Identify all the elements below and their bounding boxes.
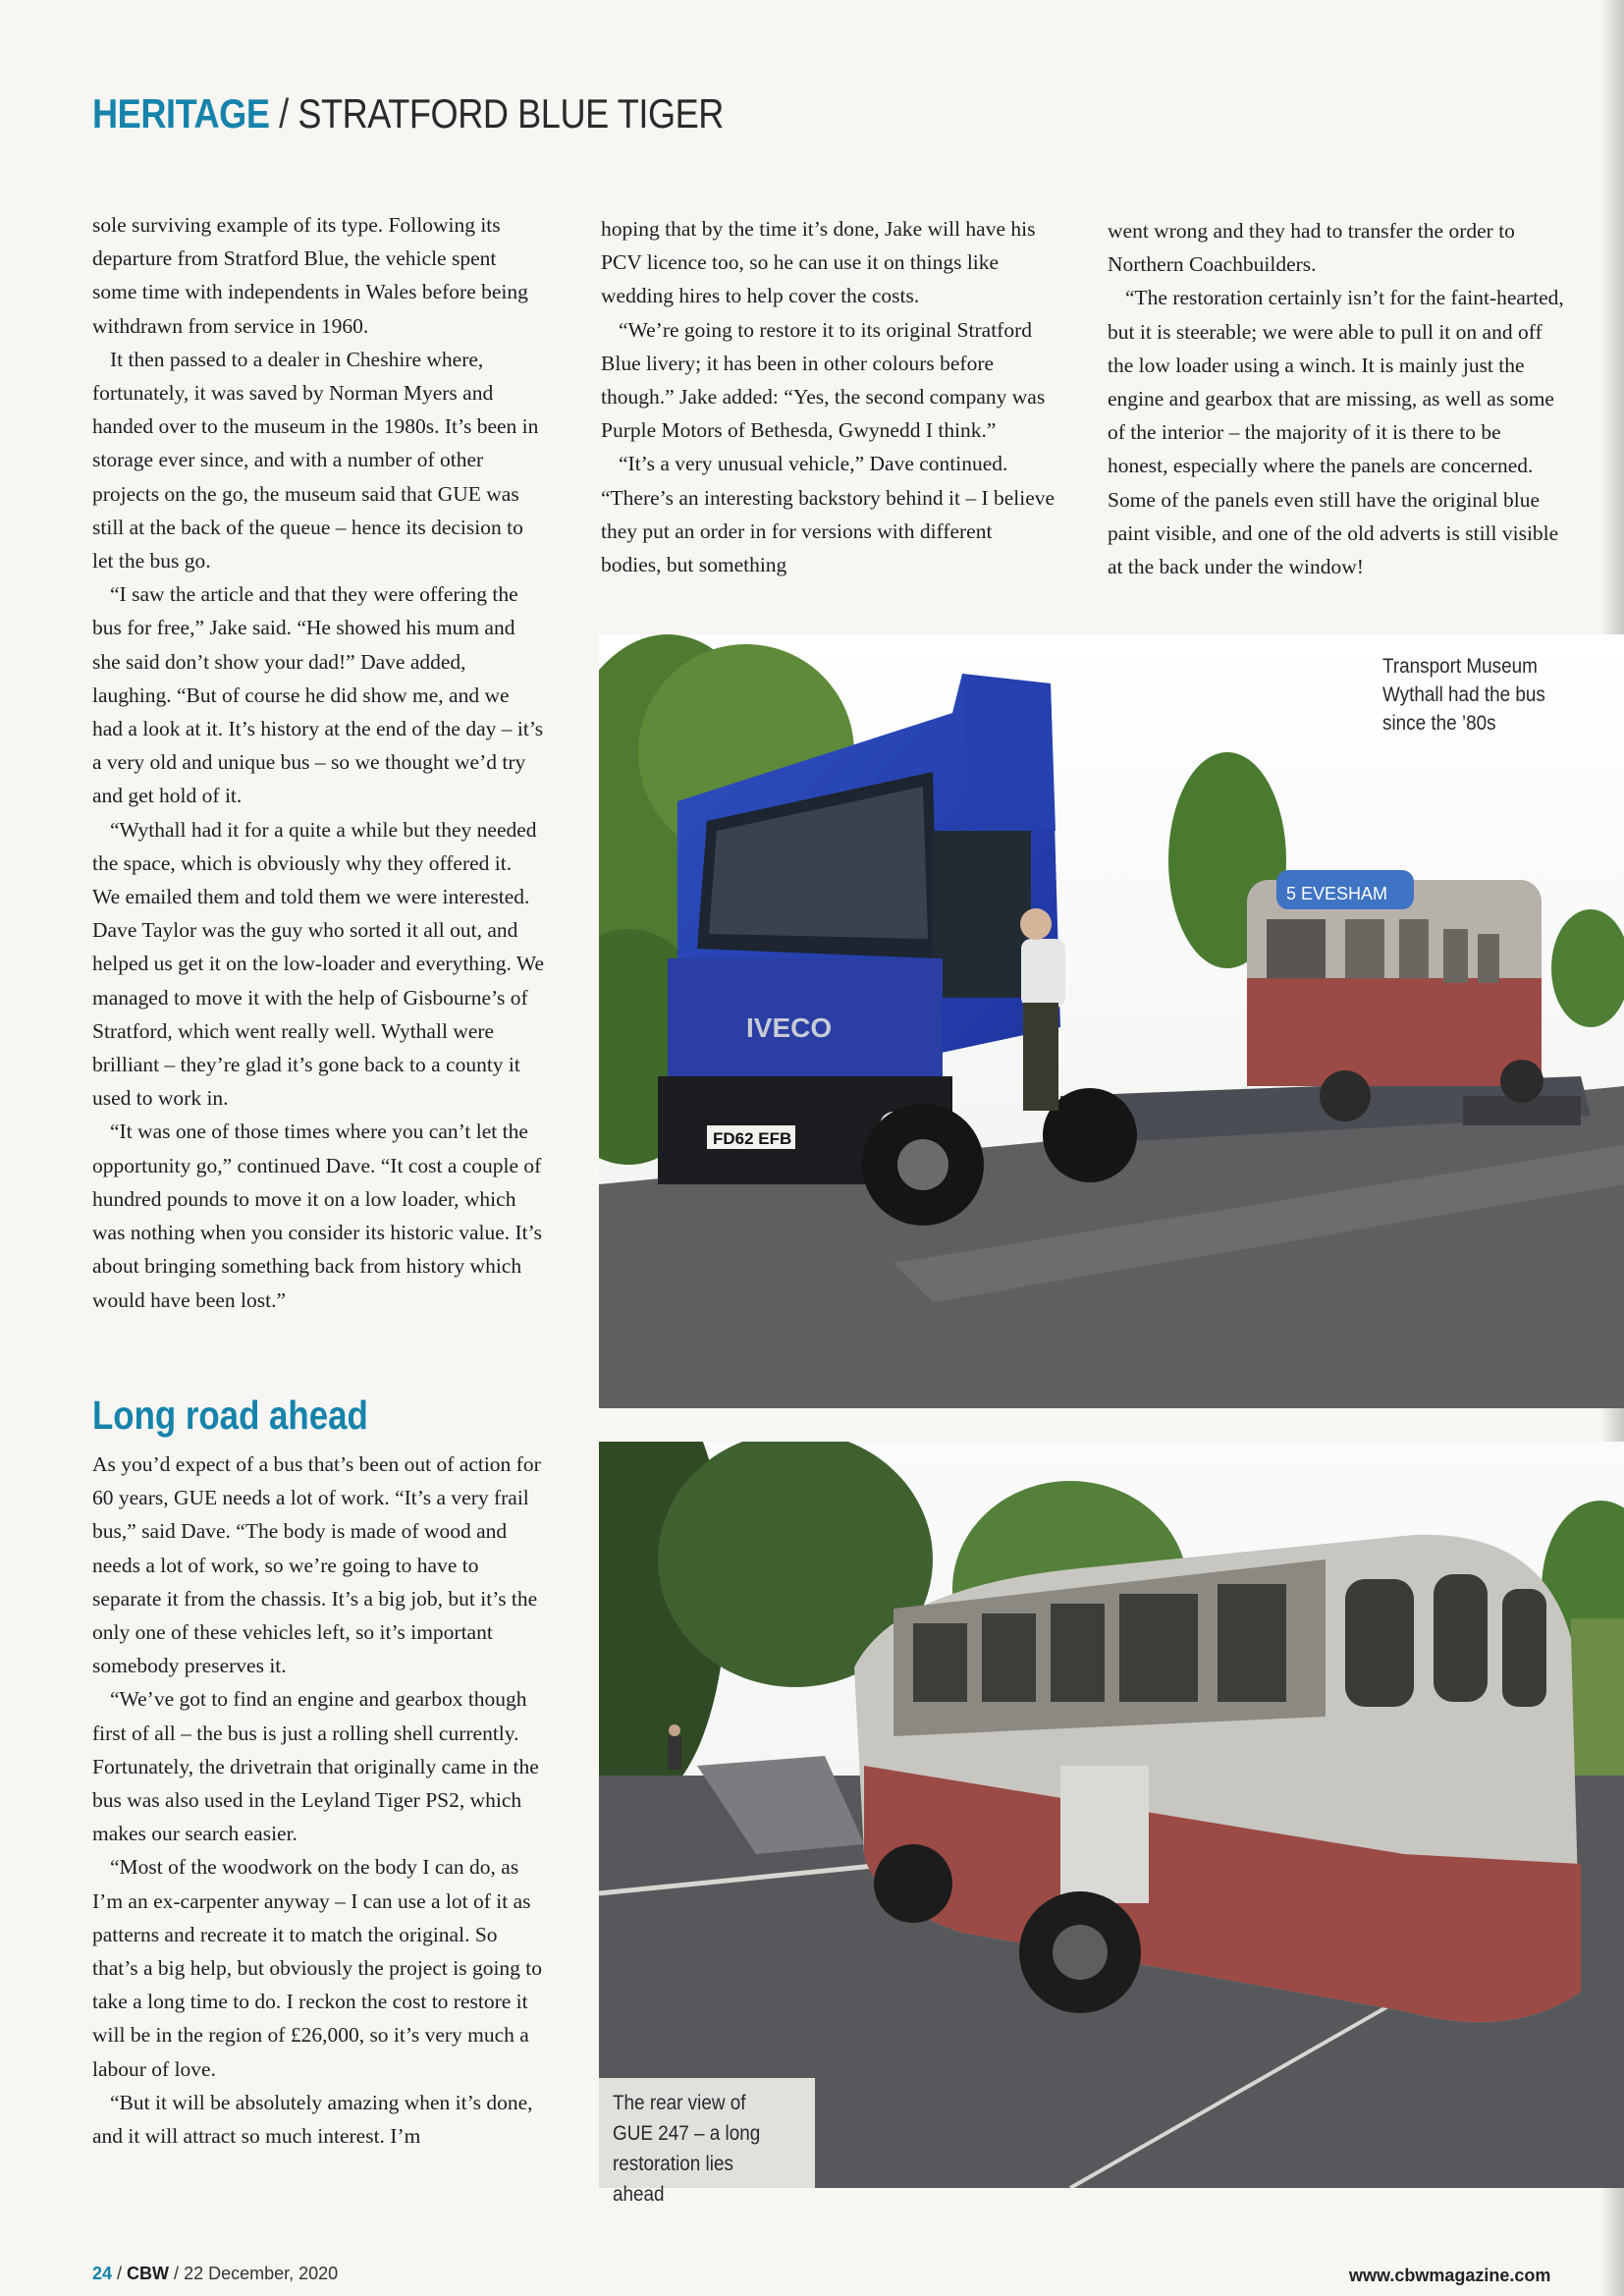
footer-separator: / [169,2264,185,2283]
paragraph: “We’ve got to find an engine and gearbox though first of all – the bus is just a rolling shell currently. Fortunately, the drivetrain that originally came in the bus was also used in the Leyland Tiger PS2, which makes our search easier. [92,1687,539,1846]
paragraph: As you’d expect of a bus that’s been out of action for 60 years, GUE needs a lot of work. “It’s a very frail bus,” said Dave. “The body is made of wood and needs a lot of work, so we’re going to have to separate it from the chassis. It’s a big job, but it’s the only one of these vehicles left, so it’s important somebody preserves it. [92,1452,541,1678]
article-column-1-continued [92,1448,544,2153]
subheading: Long road ahead [92,1393,368,1438]
photo-bus-rear-view [599,1442,1624,2188]
paragraph: sole surviving example of its type. Following its departure from Stratford Blue, the vehicle spent some time with independents in Wales before being withdrawn from service in 1960. [92,213,528,338]
article-column-2 [601,212,1057,581]
truck-brand-text: IVECO [746,1012,833,1043]
paragraph: hoping that by the time it’s done, Jake will have his PCV licence too, so he can use it on things like wedding hires to help cover the costs. [601,217,1036,308]
article-topic: STRATFORD BLUE TIGER [298,90,724,137]
photo2-caption: The rear view of GUE 247 – a long restoration lies ahead [613,2092,761,2206]
magazine-name: CBW [127,2264,170,2283]
paragraph: went wrong and they had to transfer the order to Northern Coachbuilders. [1108,219,1515,277]
section-label: HERITAGE [92,90,270,137]
photo-truck-low-loader [599,634,1624,1408]
page-footer [92,2264,338,2284]
article-column-3 [1108,214,1564,583]
paragraph: “It’s a very unusual vehicle,” Dave continued. “There’s an interesting backstory behind it – I believe they put an order in for versions with different bodies, but something [601,452,1056,577]
article-column-1 [92,208,544,1317]
truck-plate-text: FD62 EFB [713,1129,792,1148]
header-separator: / [269,90,298,137]
website-url: www.cbwmagazine.com [1349,2266,1551,2285]
photo1-caption: Transport Museum Wythall had the bus since the ’80s [1382,655,1545,735]
paragraph: “The restoration certainly isn’t for the faint-hearted, but it is steerable; we were able to pull it on and off the low loader using a winch. It is mainly just the engine and gearbox that are missing, as well as some of the interior – the majority of it is there to be honest, especially where the panels are concerned. Some of the panels even still have the original blue paint visible, and one of the old adverts is still visible at the back under the window! [1108,286,1564,579]
page-header [92,90,724,137]
issue-date: 22 December, 2020 [184,2264,339,2283]
paragraph: It then passed to a dealer in Cheshire where, fortunately, it was saved by Norman Myers and handed over to the museum in the 1980s. It’s been in storage ever since, and with a number of other projects on the go, the museum said that GUE was still at the back of the queue – hence its decision to let the bus go. [92,347,539,574]
paragraph: “We’re going to restore it to its original Stratford Blue livery; it has been in other colours before though.” Jake added: “Yes, the second company was Purple Motors of Bethesda, Gwynedd I think.” [601,317,1046,443]
page-number: 24 [92,2264,113,2283]
paragraph: “Wythall had it for a quite a while but they needed the space, which is obviously why they offered it. We emailed them and told them we were interested. Dave Taylor was the guy who sorted it all out, and helped us get it on the low-loader and everything. We managed to move it with the help of Gisbourne’s of Stratford, which went really well. Wythall were brilliant – they’re glad it’s gone back to a county it used to work in. [92,817,544,1111]
paragraph: “But it will be absolutely amazing when it’s done, and it will attract so much interest. I’m [92,2090,533,2149]
paragraph: “It was one of those times where you can’t let the opportunity go,” continued Dave. “It cost a couple of hundred pounds to move it on a low loader, which was nothing when you consider its historic value. It’s about bringing something back from history which would have been lost.” [92,1120,542,1312]
paragraph: “I saw the article and that they were offering the bus for free,” Jake said. “He showed his mum and she said don’t show your dad!” Dave added, laughing. “But of course he did show me, and we had a look at it. It’s history at the end of the day – it’s a very old and unique bus – so we thought we’d try and get hold of it. [92,582,544,808]
bus-destination-text: 5 EVESHAM [1286,884,1388,903]
paragraph: “Most of the woodwork on the body I can do, as I’m an ex-carpenter anyway – I can use a lot of it as patterns and recreate it to match the original. So that’s a big help, but obviously the project is going to take a long time to do. I reckon the cost to restore it will be in the region of £26,000, so it’s very much a labour of love. [92,1855,543,2081]
footer-separator: / [112,2264,128,2283]
